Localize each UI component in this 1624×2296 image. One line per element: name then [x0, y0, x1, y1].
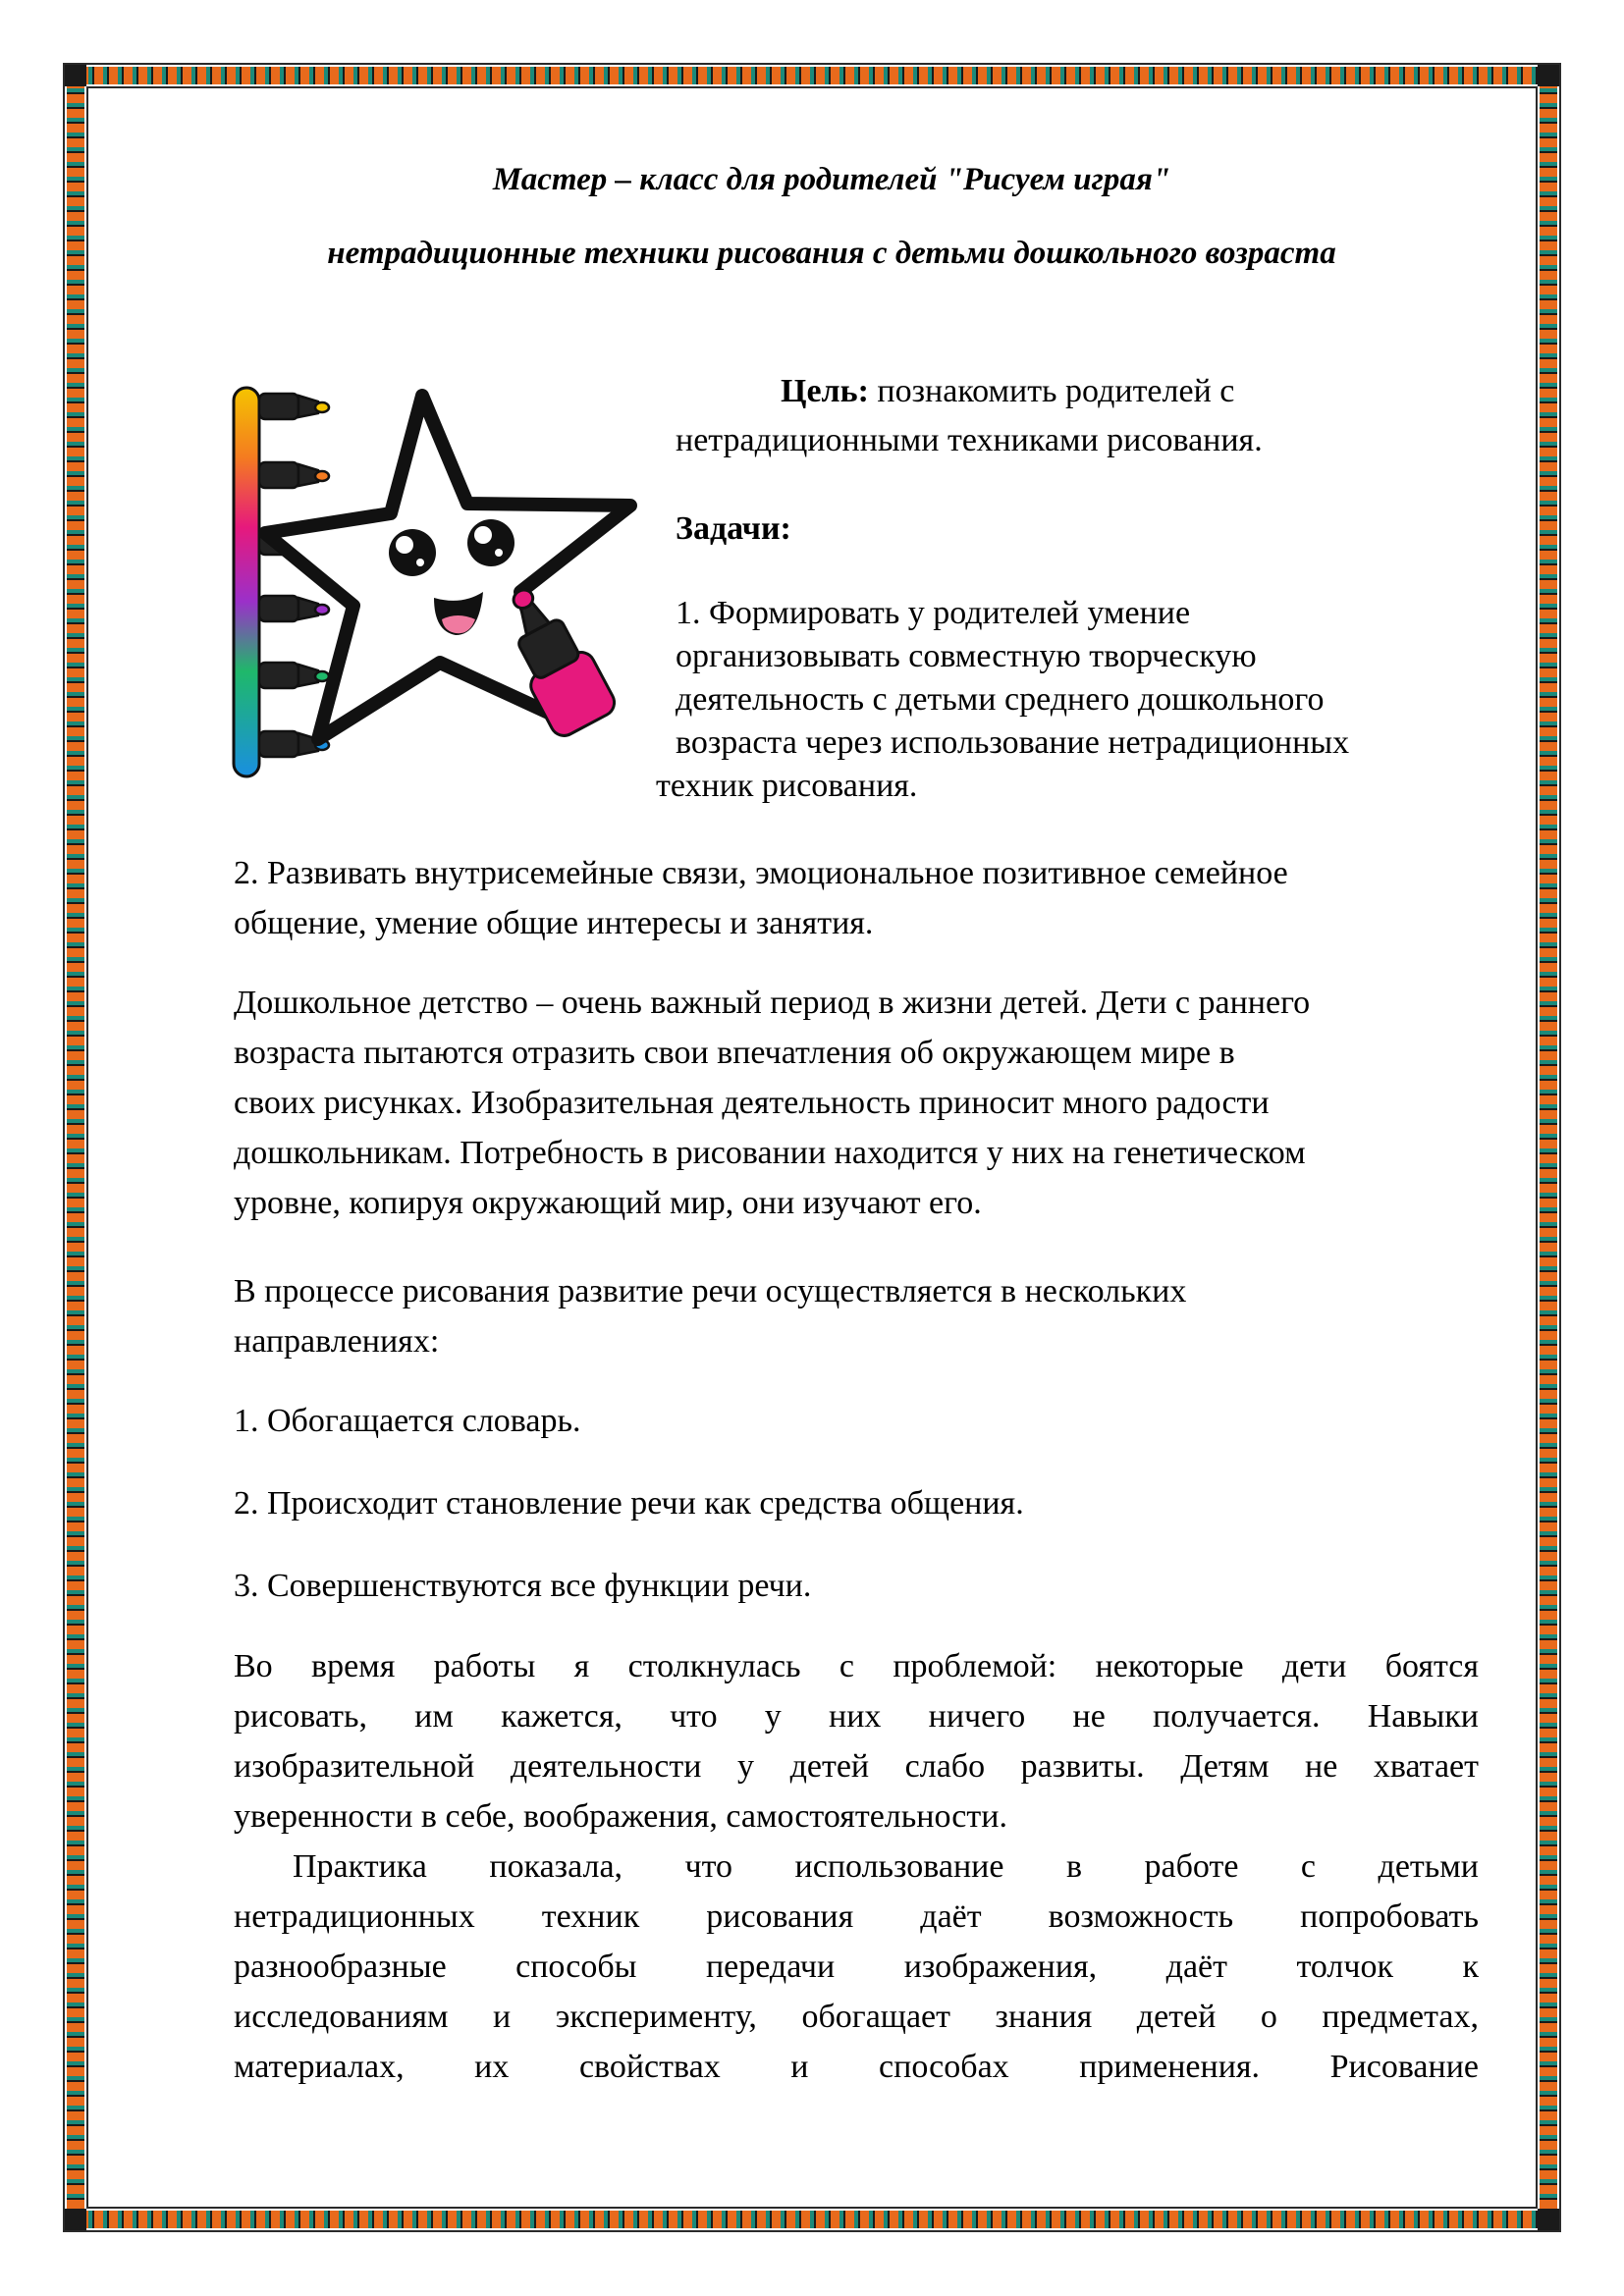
task-2-line-1: 2. Развивать внутрисемейные связи, эмоциональное позитивное семейное [234, 855, 1288, 891]
border-pattern-right [1540, 67, 1557, 2228]
task-1-line-1: 1. Формировать у родителей умение [676, 595, 1191, 631]
star-with-markers-icon [226, 378, 668, 790]
paragraph-line: направлениях: [234, 1323, 440, 1360]
paragraph-speech [234, 1266, 1479, 1366]
paragraph-line: возраста пытаются отразить свои впечатления об окружающем мире в [234, 1035, 1235, 1071]
paragraph-line: изобразительной деятельности у детей слабо развиты. Детям не хватает [234, 1748, 1479, 1785]
paragraph-line: рисовать, им кажется, что у них ничего не получается. Навыки [234, 1698, 1479, 1735]
paragraph-line: разнообразные способы передачи изображения, даёт толчок к [234, 1949, 1479, 1985]
paragraph-line: своих рисунках. Изобразительная деятельность приносит много радости [234, 1085, 1270, 1121]
paragraph-line: исследованиям и эксперименту, обогащает знания детей о предметах, [234, 1999, 1479, 2035]
paragraph-problem [234, 1641, 1479, 1842]
tasks-heading: Задачи: [676, 510, 791, 547]
border-corner-icon [1538, 65, 1559, 86]
task-1-line-4: возраста через использование нетрадиционных [676, 724, 1350, 761]
goal-line-1 [781, 373, 1234, 410]
paragraph-line: уровне, копируя окружающий мир, они изучают его. [234, 1185, 982, 1221]
goal-line-2: нетрадиционными техниками рисования. [676, 422, 1263, 458]
paragraph-line: нетрадиционных техник рисования даёт возможность попробовать [234, 1898, 1479, 1935]
goal-label: Цель: [781, 373, 869, 409]
paragraph-line: уверенности в себе, воображения, самостоятельности. [234, 1798, 1007, 1835]
task-2 [234, 848, 1479, 948]
paragraph-line: В процессе рисования развитие речи осуществляется в нескольких [234, 1273, 1187, 1309]
task-2-line-2: общение, умение общие интересы и занятия. [234, 905, 874, 941]
goal-text: познакомить родителей с [868, 373, 1235, 409]
task-1-line-5: техник рисования. [656, 768, 918, 804]
paragraph-line: Практика показала, что использование в работе с детьми [293, 1848, 1479, 1885]
paragraph-childhood [234, 978, 1479, 1228]
paragraph-line: материалах, их свойствах и способах применения. Рисование [234, 2049, 1479, 2085]
border-pattern-bottom [67, 2211, 1557, 2228]
border-corner-icon [1538, 2209, 1559, 2230]
paragraph-line: Дошкольное детство – очень важный период в жизни детей. Дети с раннего [234, 985, 1311, 1021]
speech-item-2: 2. Происходит становление речи как средства общения. [234, 1485, 1024, 1522]
border-pattern-top [67, 67, 1557, 84]
speech-item-1: 1. Обогащается словарь. [234, 1403, 581, 1439]
border-pattern-left [67, 67, 84, 2228]
border-corner-icon [65, 65, 86, 86]
border-corner-icon [65, 2209, 86, 2230]
task-1-line-2: организовывать совместную творческую [676, 638, 1257, 674]
paragraph-line: Во время работы я столкнулась с проблемой: некоторые дети боятся [234, 1648, 1479, 1684]
document-title: Мастер – класс для родителей "Рисуем играя" [492, 162, 1171, 197]
task-1-line-3: деятельность с детьми среднего дошкольного [676, 681, 1325, 718]
paragraph-practice [234, 1842, 1479, 2092]
paragraph-line: дошкольникам. Потребность в рисовании находится у них на генетическом [234, 1135, 1306, 1171]
document-subtitle: нетрадиционные техники рисования с детьми дошкольного возраста [327, 236, 1336, 271]
speech-item-3: 3. Совершенствуются все функции речи. [234, 1568, 812, 1604]
